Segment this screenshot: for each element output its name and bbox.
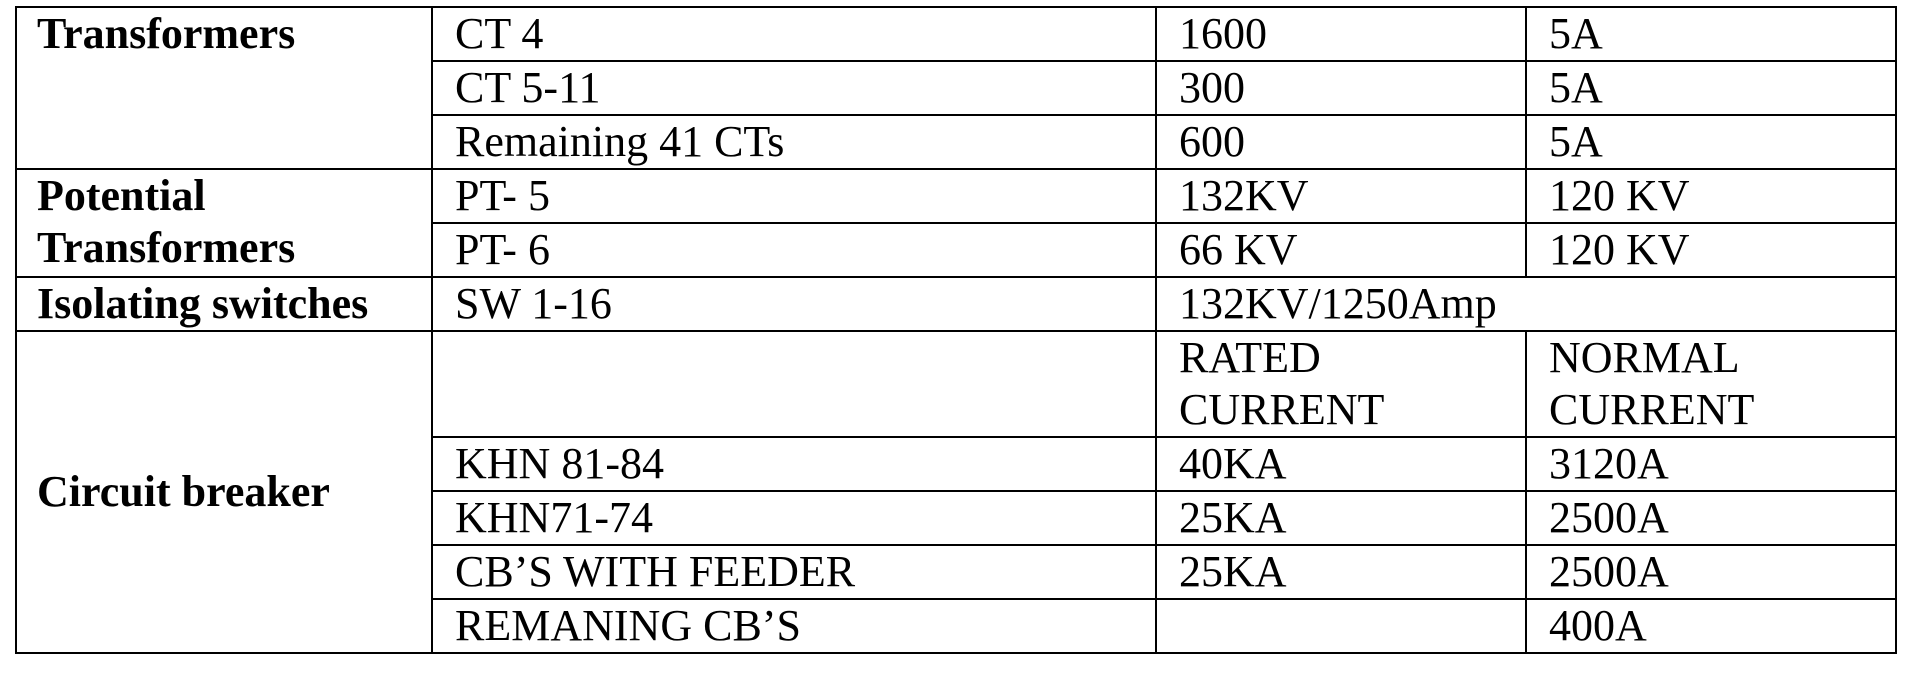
cell-name: SW 1-16 [432, 277, 1156, 331]
cell-name: PT- 6 [432, 223, 1156, 277]
cell-normal: 400A [1526, 599, 1896, 653]
cell-name: KHN71-74 [432, 491, 1156, 545]
table-row-ct4 [16, 7, 1896, 61]
group-label-potential-transformers: Potential Transformers [16, 169, 432, 277]
cell-secondary: 120 KV [1526, 223, 1896, 277]
cell-name: CT 4 [432, 7, 1156, 61]
cell-primary: 132KV [1156, 169, 1526, 223]
cell-name: Remaining 41 CTs [432, 115, 1156, 169]
cell-primary: 600 [1156, 115, 1526, 169]
cell-primary: 300 [1156, 61, 1526, 115]
cell-name [432, 331, 1156, 437]
cell-name: CB’S WITH FEEDER [432, 545, 1156, 599]
cell-normal: 2500A [1526, 491, 1896, 545]
cell-rated [1156, 599, 1526, 653]
cell-normal: 3120A [1526, 437, 1896, 491]
cell-rated: 25KA [1156, 545, 1526, 599]
cell-rated: 25KA [1156, 491, 1526, 545]
cell-secondary: 120 KV [1526, 169, 1896, 223]
cell-name: REMANING CB’S [432, 599, 1156, 653]
cell-secondary: 5A [1526, 7, 1896, 61]
group-label-isolating-switches: Isolating switches [16, 277, 432, 331]
table-row-pt5 [16, 169, 1896, 223]
cell-rating: 132KV/1250Amp [1156, 277, 1896, 331]
cell-primary: 66 KV [1156, 223, 1526, 277]
cell-normal: 2500A [1526, 545, 1896, 599]
group-label-transformers: Transformers [16, 7, 432, 169]
column-header-rated-current: RATED CURRENT [1156, 331, 1526, 437]
cell-name: PT- 5 [432, 169, 1156, 223]
cell-rated: 40KA [1156, 437, 1526, 491]
cell-secondary: 5A [1526, 115, 1896, 169]
equipment-spec-table [15, 6, 1897, 654]
cell-primary: 1600 [1156, 7, 1526, 61]
cell-name: KHN 81-84 [432, 437, 1156, 491]
cell-name: CT 5-11 [432, 61, 1156, 115]
table-row-sw [16, 277, 1896, 331]
circuit-breaker-label: Circuit breaker [37, 467, 330, 516]
table-row-cb-header [16, 331, 1896, 437]
cell-secondary: 5A [1526, 61, 1896, 115]
column-header-normal-current: NORMAL CURRENT [1526, 331, 1896, 437]
group-label-circuit-breaker [16, 331, 432, 653]
